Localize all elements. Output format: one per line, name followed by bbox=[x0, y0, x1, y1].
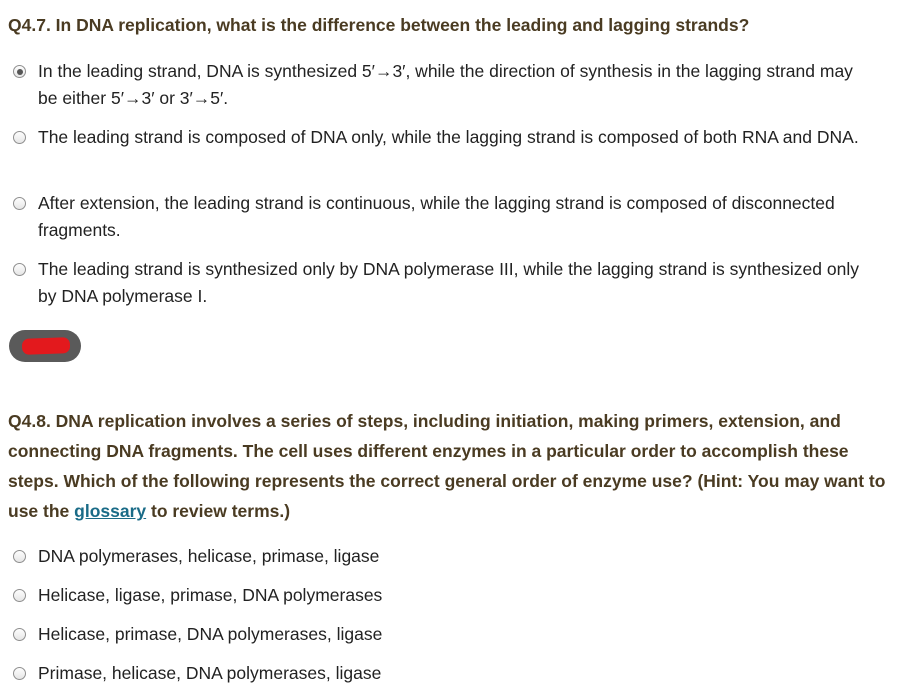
option-label: The leading strand is synthesized only by DNA polymerase III, while the lagging strand is synthesized only by DNA polymerase I. bbox=[38, 259, 859, 306]
option-label: The leading strand is composed of DNA only, while the lagging strand is composed of both RNA and DNA. bbox=[38, 127, 859, 147]
answer-option-4[interactable] bbox=[13, 660, 873, 687]
question-title bbox=[8, 406, 888, 526]
question-text-end: to review terms.) bbox=[146, 501, 291, 521]
option-label: Helicase, primase, DNA polymerases, ligase bbox=[38, 624, 383, 644]
option-label: After extension, the leading strand is continuous, while the lagging strand is composed of disconnected fragments. bbox=[38, 193, 835, 240]
check-answer-button[interactable] bbox=[9, 330, 81, 362]
answer-option-4[interactable] bbox=[13, 256, 873, 310]
option-label: In the leading strand, DNA is synthesized 5′→3′, while the direction of synthesis in the lagging strand may be either 5′→3′ or 3′→5′. bbox=[38, 61, 853, 108]
radio-icon[interactable] bbox=[13, 667, 26, 680]
option-label: DNA polymerases, helicase, primase, ligase bbox=[38, 546, 380, 566]
question-title: Q4.7. In DNA replication, what is the difference between the leading and lagging strands? bbox=[8, 15, 750, 35]
option-label: Primase, helicase, DNA polymerases, ligase bbox=[38, 663, 382, 683]
answer-option-2[interactable] bbox=[13, 124, 873, 151]
radio-icon[interactable] bbox=[13, 550, 26, 563]
radio-icon[interactable] bbox=[13, 263, 26, 276]
answer-option-1[interactable] bbox=[13, 58, 873, 112]
answer-option-2[interactable] bbox=[13, 582, 873, 609]
question-text: Q4.8. DNA replication involves a series of steps, including initiation, making primers, extension, and connecting DNA fragments. The cell uses different enzymes in a particular order to accomplish these steps. Which of the following represents the correct general order of enzyme use? (Hint: You may want to use the bbox=[8, 411, 886, 521]
answer-option-3[interactable] bbox=[13, 621, 873, 648]
option-label: Helicase, ligase, primase, DNA polymerases bbox=[38, 585, 383, 605]
answer-option-1[interactable] bbox=[13, 543, 873, 570]
radio-icon[interactable] bbox=[13, 197, 26, 210]
radio-icon[interactable] bbox=[13, 628, 26, 641]
radio-selected-icon[interactable] bbox=[13, 65, 26, 78]
radio-icon[interactable] bbox=[13, 589, 26, 602]
answer-option-3[interactable] bbox=[13, 190, 873, 244]
radio-icon[interactable] bbox=[13, 131, 26, 144]
glossary-link[interactable]: glossary bbox=[74, 501, 147, 521]
redacted-label-scribble bbox=[22, 337, 71, 355]
